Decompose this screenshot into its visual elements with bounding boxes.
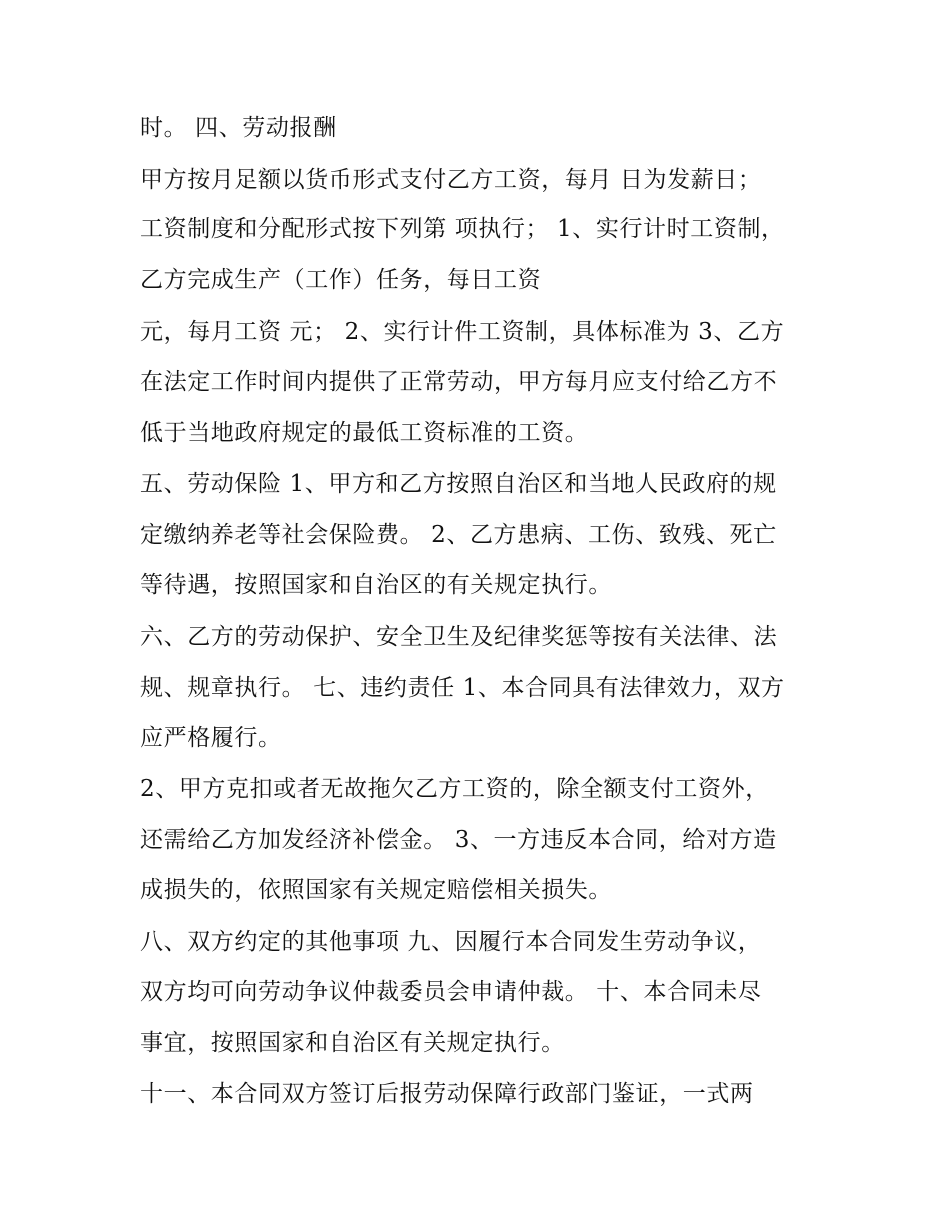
text-line: 成损失的，依照国家有关规定赔偿相关损失。 xyxy=(140,877,612,903)
text-line: 应严格履行。 xyxy=(140,725,282,751)
text-line: 双方均可向劳动争议仲裁委员会申请仲裁。 十、本合同未尽 xyxy=(140,979,762,1005)
text-line: 低于当地政府规定的最低工资标准的工资。 xyxy=(140,420,589,446)
text-line: 八、双方约定的其他事项 九、因履行本合同发生劳动争议， xyxy=(140,929,762,955)
text-line: 乙方完成生产（工作）任务，每日工资 xyxy=(140,267,542,293)
text-line: 十一、本合同双方签订后报劳动保障行政部门鉴证，一式两 xyxy=(140,1081,754,1107)
text-line: 元，每月工资 元； 2、实行计件工资制，具体标准为 3、乙方 xyxy=(140,319,785,345)
text-line: 规、规章执行。 七、违约责任 1、本合同具有法律效力，双方 xyxy=(140,675,785,701)
text-line: 五、劳动保险 1、甲方和乙方按照自治区和当地人民政府的规 xyxy=(140,471,777,497)
text-line: 在法定工作时间内提供了正常劳动，甲方每月应支付给乙方不 xyxy=(140,369,778,395)
text-line: 等待遇，按照国家和自治区的有关规定执行。 xyxy=(140,572,612,598)
text-line: 工资制度和分配形式按下列第 项执行； 1、实行计时工资制， xyxy=(140,216,785,242)
text-line: 定缴纳养老等社会保险费。 2、乙方患病、工伤、致残、死亡 xyxy=(140,522,777,548)
text-line: 事宜，按照国家和自治区有关规定执行。 xyxy=(140,1030,565,1056)
text-line: 2、甲方克扣或者无故拖欠乙方工资的，除全额支付工资外， xyxy=(140,776,769,802)
text-line: 甲方按月足额以货币形式支付乙方工资，每月 日为发薪日； xyxy=(140,167,762,193)
text-line: 还需给乙方加发经济补偿金。 3、一方违反本合同，给对方造 xyxy=(140,827,777,853)
text-line: 时。 四、劳动报酬 xyxy=(140,115,337,141)
text-line: 六、乙方的劳动保护、安全卫生及纪律奖惩等按有关法律、法 xyxy=(140,624,778,650)
